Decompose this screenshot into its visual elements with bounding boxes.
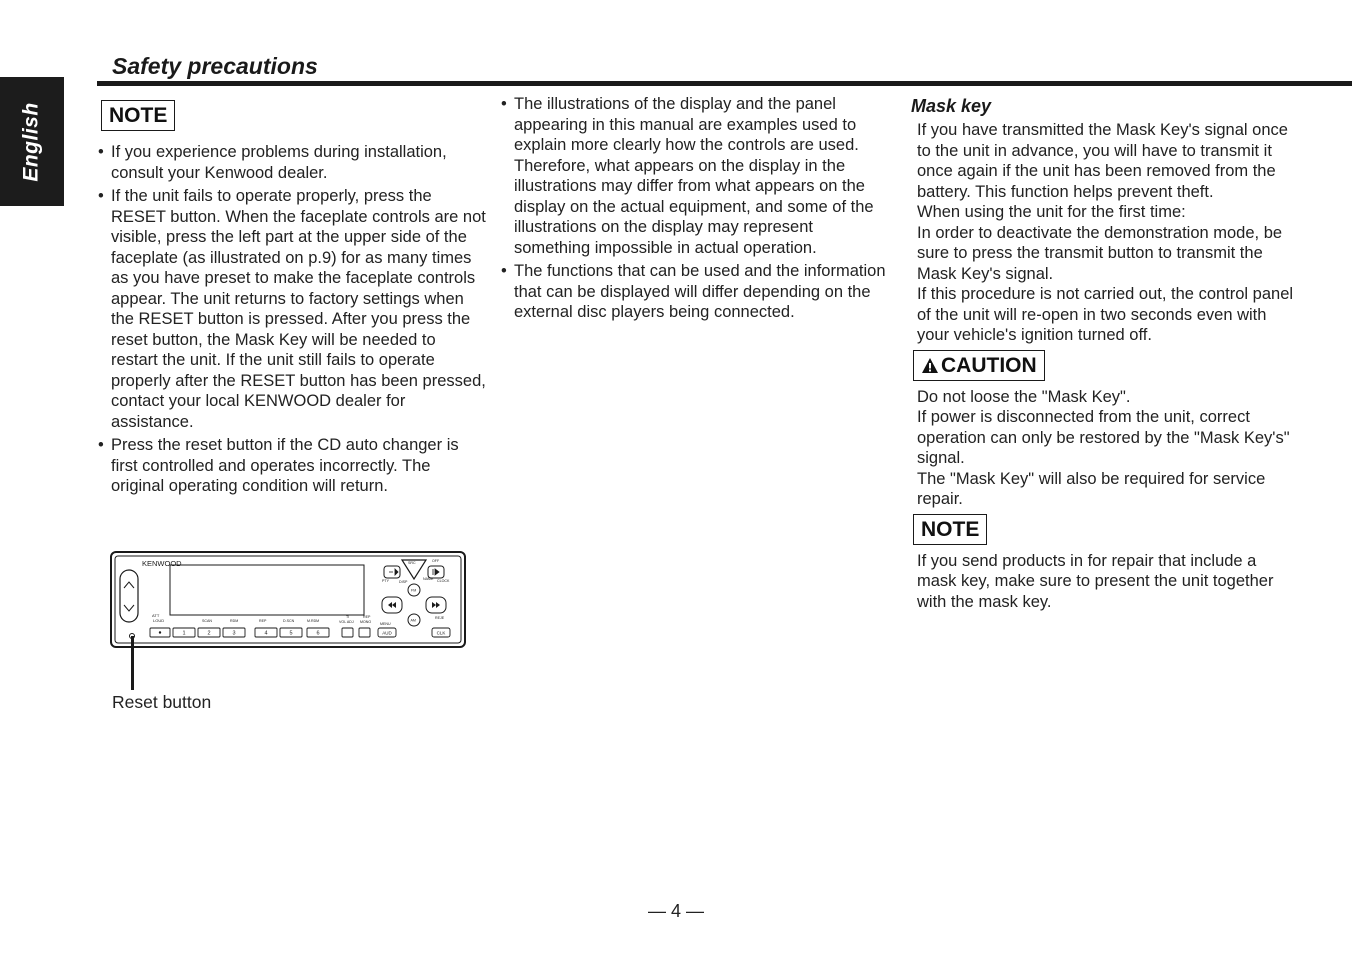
paragraph: The "Mask Key" will also be required for service repair. (917, 469, 1266, 508)
caution-label-box (913, 350, 1045, 381)
faceplate-illustration (110, 551, 466, 649)
paragraph: When using the unit for the first time: (917, 203, 1186, 221)
list-item: • The illustrations of the display and the panel appearing in this manual are examples used to explain more clearly how the controls are used. Therefore, what appears on the display in the illustrations may differ from what appears on the display on the actual equipment, and some of the illustrations on the display may represent something impossible in actual operation. (500, 94, 890, 258)
preset-number: 5 (289, 630, 293, 637)
note-label-box-2: NOTE (913, 514, 987, 545)
list-item: • Press the reset button if the CD auto changer is first controlled and operates incorrectly. The original operating condition will return. (97, 435, 487, 497)
list-item: • The functions that can be used and the information that can be displayed will differ depending on the external disc players being connected. (500, 261, 890, 323)
label-rep-2: REP (363, 615, 371, 619)
label-clk: CLK (436, 630, 446, 636)
language-label: English (20, 101, 43, 182)
label-vol-adj: VOL ADJ (339, 620, 354, 624)
language-tab (0, 77, 64, 206)
preset-number: 1 (182, 630, 186, 637)
label-clock: CLOCK (437, 579, 450, 583)
list-item: • If the unit fails to operate properly, press the RESET button. When the faceplate controls are not visible, press the left part at the upper side of the faceplate (as illustrated on p.9) for as many times as you have preset to make the faceplate controls appear. The unit returns to factory settings when the RESET button is pressed. After you press the reset button, the Mask Key will be needed to restart the unit. If the unit still fails to operate properly after the RESET button has been pressed, contact your local KENWOOD dealer for assistance. (97, 186, 487, 432)
reset-pointer-line (131, 636, 134, 690)
label-reje: REJE (435, 616, 445, 620)
preset-number: 3 (232, 630, 236, 637)
paragraph: If you send products in for repair that include a mask key, make sure to present the unit together with the mask key. (917, 551, 1274, 611)
right-column (909, 94, 1294, 612)
paragraph: Do not loose the "Mask Key". (917, 387, 1131, 406)
label-ti: TI (346, 615, 350, 619)
label-disp: DISP (399, 580, 408, 584)
paragraph: If this procedure is not carried out, the control panel of the unit will re-open in two seconds even with your vehicle's ignition turned off. (917, 285, 1294, 344)
display-notes-list (500, 94, 890, 323)
list-item: • If you experience problems during installation, consult your Kenwood dealer. (97, 142, 487, 183)
label-src: SRC (408, 561, 416, 565)
page-number: — 4 — (647, 901, 704, 921)
label-att: ATT (152, 613, 160, 618)
label-am: AM (410, 618, 416, 623)
caution-body (917, 387, 1294, 510)
caution-label: CAUTION (941, 353, 1037, 377)
mask-key-heading: Mask key (911, 96, 992, 116)
label-menu: MENU (380, 622, 391, 626)
paragraph: If power is disconnected from the unit, correct operation can only be restored by the "Mask Key's" signal. (917, 408, 1290, 467)
preset-number: 4 (264, 630, 268, 637)
label-mrdm: M.RDM (307, 619, 320, 623)
left-column (97, 100, 487, 500)
preset-number: 6 (316, 630, 320, 637)
paragraph: If you have transmitted the Mask Key's signal once to the unit in advance, you will have to transmit it once again if the unit has been removed from the battery. This function helps prevent theft. (917, 121, 1288, 201)
label-pty: PTY (382, 579, 389, 583)
brand-logo: KENWOOD (142, 559, 182, 568)
middle-column (500, 94, 890, 326)
page-title: Safety precautions (112, 53, 318, 79)
label-dscn: D.SCN (283, 619, 295, 623)
label-rep: REP (259, 619, 267, 623)
note-bullet-list (97, 142, 487, 497)
label-mono: MONO (360, 620, 372, 624)
title-rule (97, 81, 1352, 86)
label-name: NAME (423, 577, 434, 581)
label-fm: FM (411, 588, 417, 593)
paragraph: In order to deactivate the demonstration mode, be sure to press the transmit button to transmit the Mask Key's signal. (917, 223, 1283, 283)
mask-key-body (917, 120, 1294, 346)
note-label-box: NOTE (101, 100, 175, 131)
preset-number: 2 (207, 630, 211, 637)
label-loud: LOUD (153, 618, 165, 623)
reset-button-caption: Reset button (112, 692, 212, 712)
label-scan: SCAN (202, 619, 212, 623)
label-rdm: RDM (230, 619, 239, 623)
warning-triangle-icon (921, 357, 939, 374)
note-body (917, 551, 1294, 613)
label-aud: AUD (382, 630, 392, 636)
label-off: OFF (432, 559, 440, 563)
